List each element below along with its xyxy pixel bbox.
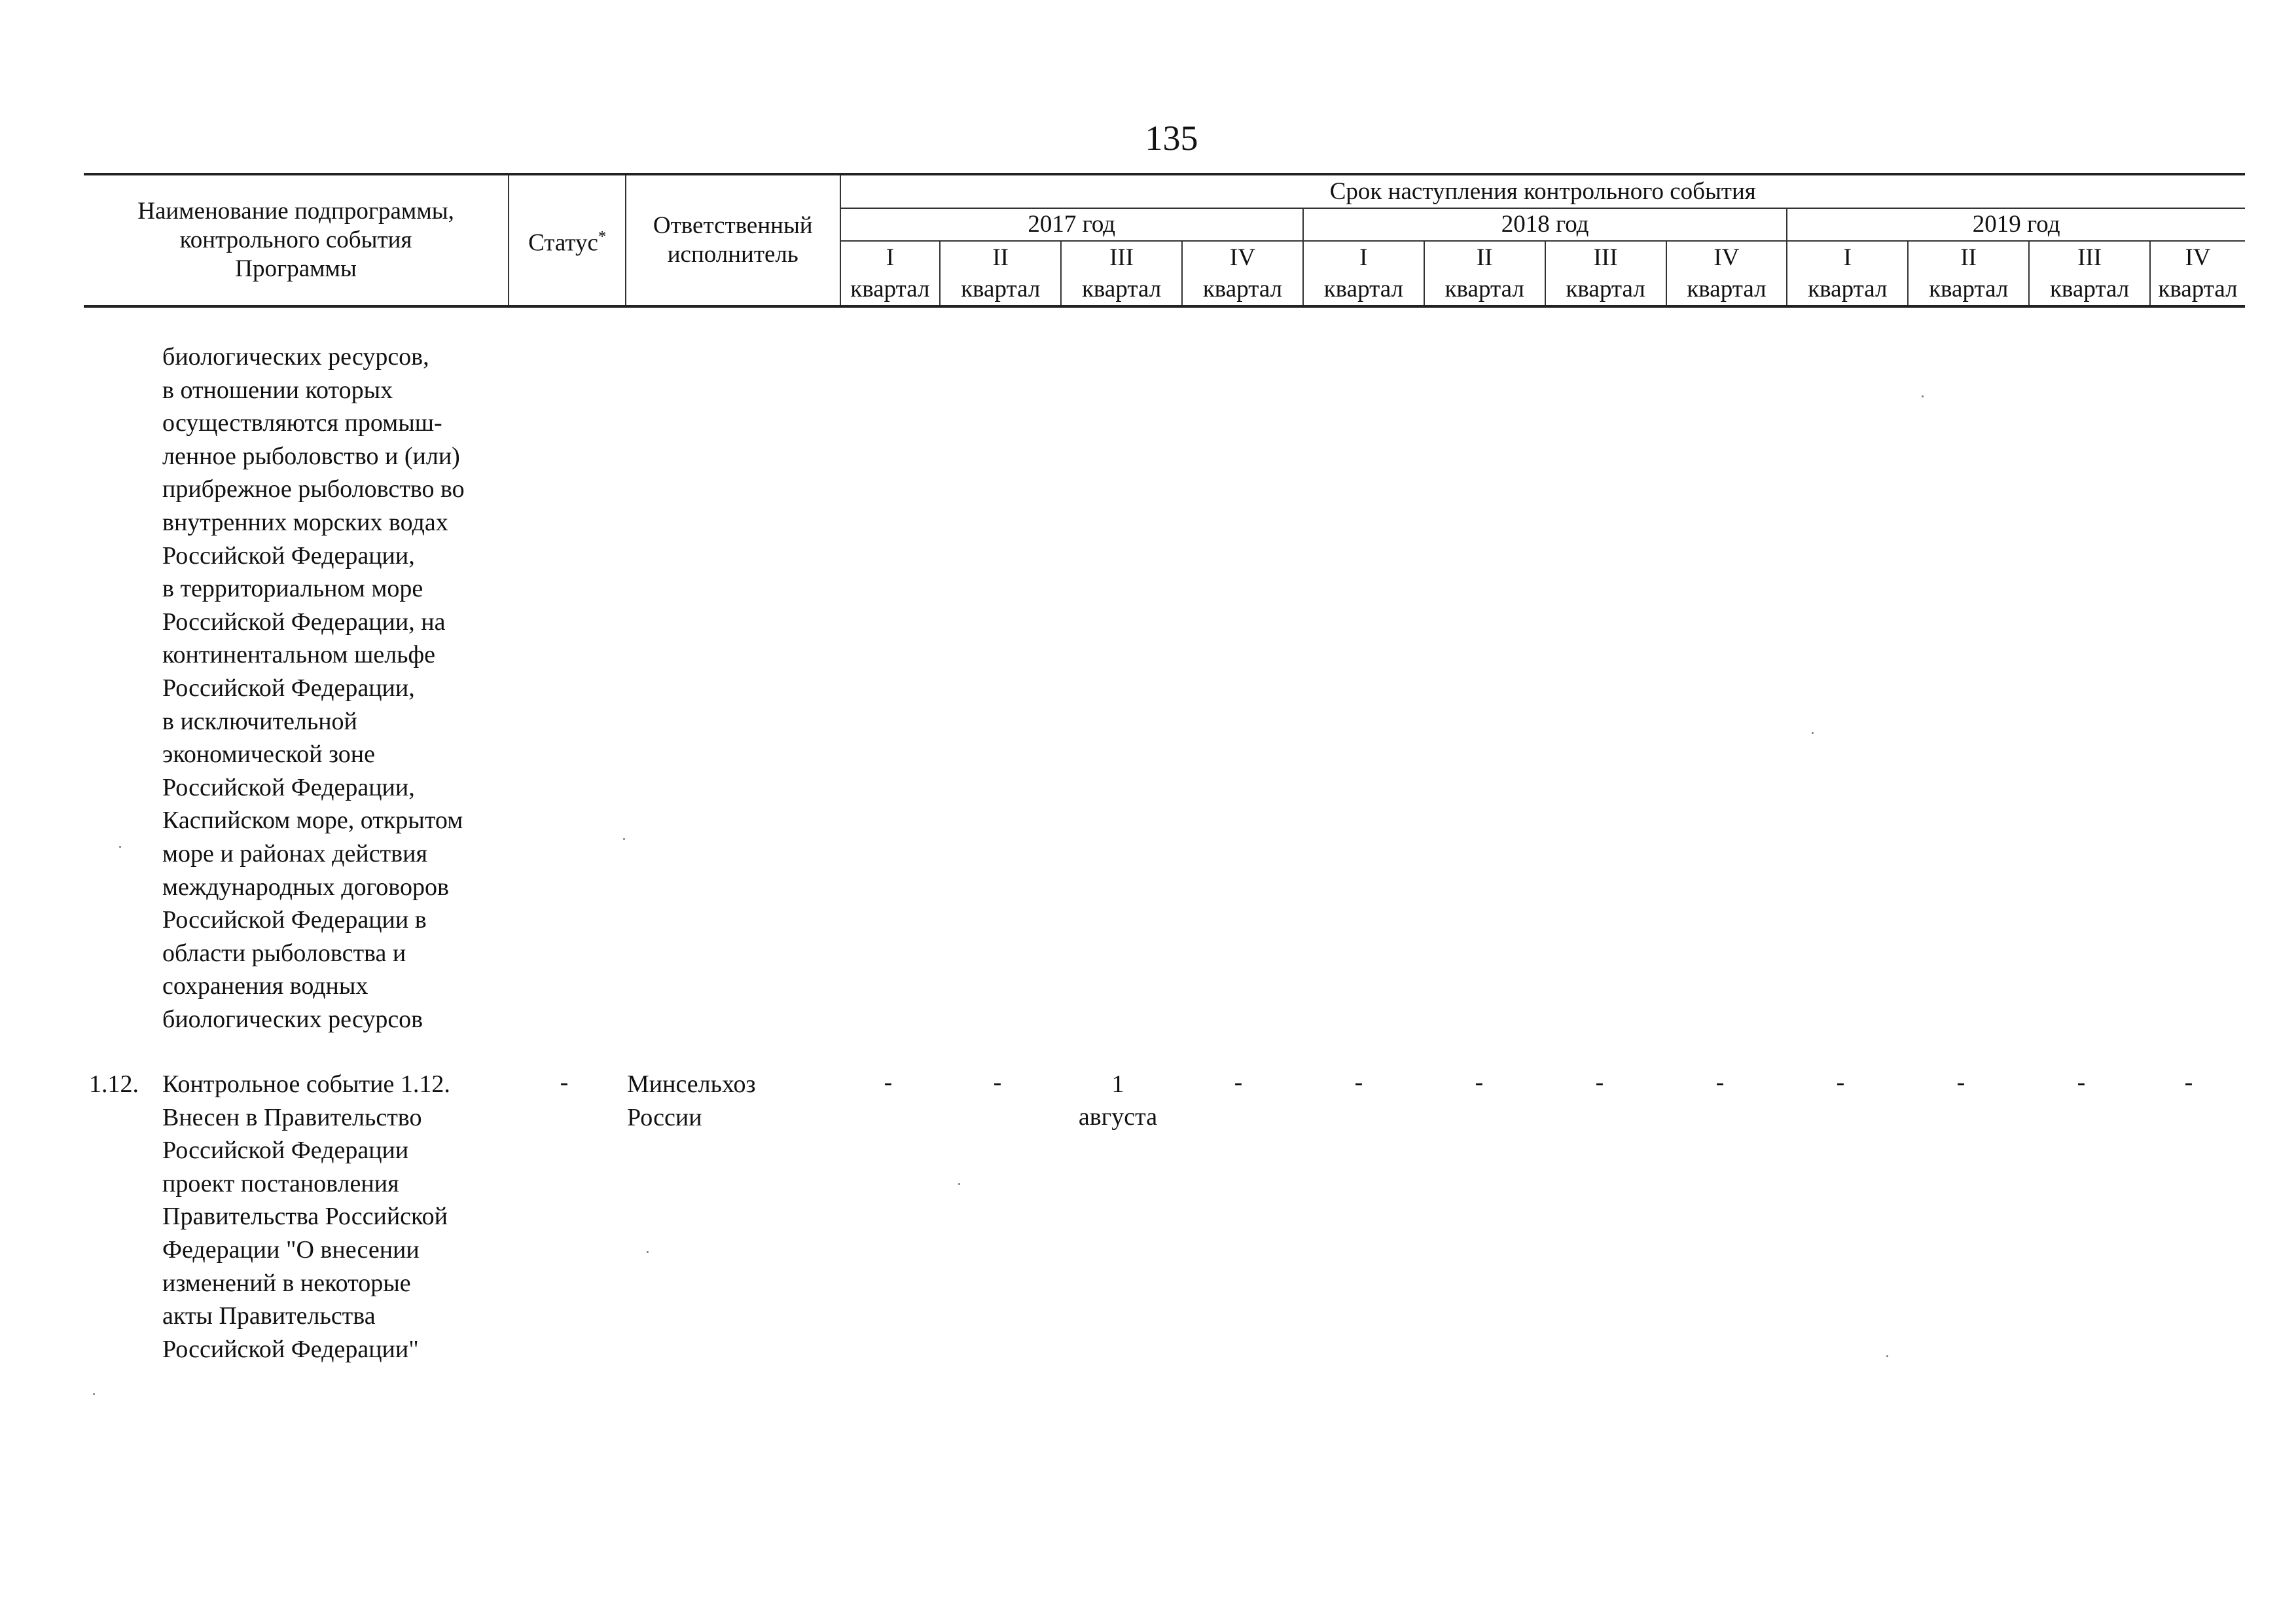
quarter-value: - xyxy=(1836,1068,1845,1096)
quarter-value: - xyxy=(884,1068,893,1096)
quarter-numeral: I xyxy=(1787,241,1908,274)
quarter-label: квартал xyxy=(1061,274,1182,306)
event-name: Контрольное событие 1.12. Внесен в Правительство Российской Федерации проект постановления Правительства Российской Федерации "О внесении изменений в некоторые акты Правительства Российской Федерации" xyxy=(162,1070,450,1363)
scan-speck xyxy=(1922,395,1924,397)
quarter-numeral: IV xyxy=(1182,241,1303,274)
quarter-label: квартал xyxy=(1787,274,1908,306)
quarter-label: квартал xyxy=(2150,274,2245,306)
quarter-numeral: II xyxy=(940,241,1061,274)
quarter-value: 1 августа xyxy=(1078,1070,1158,1131)
row-number: 1.12. xyxy=(89,1070,139,1098)
event-status: - xyxy=(560,1068,569,1096)
page-number: 135 xyxy=(1145,119,1198,158)
quarter-numeral: I xyxy=(840,241,941,274)
scan-speck xyxy=(958,1183,960,1185)
quarter-label: квартал xyxy=(1908,274,2029,306)
quarter-value: - xyxy=(1595,1068,1604,1096)
quarter-label: квартал xyxy=(1182,274,1303,306)
quarter-label: квартал xyxy=(1303,274,1424,306)
year-2018-header: 2018 год xyxy=(1303,208,1787,241)
quarter-numeral: IV xyxy=(1666,241,1787,274)
quarter-numeral: II xyxy=(1908,241,2029,274)
status-column-header: Статус* xyxy=(509,174,626,306)
executor-column-header: Ответственный исполнитель xyxy=(626,174,840,306)
quarter-numeral: IV xyxy=(2150,241,2245,274)
scan-speck xyxy=(1886,1355,1888,1357)
quarter-numeral: II xyxy=(1424,241,1545,274)
year-2017-header: 2017 год xyxy=(840,208,1303,241)
quarter-numeral: III xyxy=(1545,241,1666,274)
quarter-label: квартал xyxy=(1666,274,1787,306)
quarter-label: квартал xyxy=(1545,274,1666,306)
quarter-value: - xyxy=(2184,1068,2193,1096)
quarter-value: - xyxy=(1354,1068,1363,1096)
quarter-value: - xyxy=(1475,1068,1484,1096)
scan-speck xyxy=(623,838,625,840)
quarter-numeral: III xyxy=(1061,241,1182,274)
quarter-value: - xyxy=(1234,1068,1243,1096)
quarter-numeral: III xyxy=(2029,241,2150,274)
quarter-label: квартал xyxy=(840,274,941,306)
scan-speck xyxy=(1812,732,1814,734)
quarter-label: квартал xyxy=(940,274,1061,306)
continuation-text: биологических ресурсов, в отношении которых осуществляются промыш- ленное рыболовство и (или) прибрежное рыболовство во внутренних морских водах Российской Федерации, в территориальном море Российской Федерации, на континентальном шельфе Российской Федерации, в исключительной экономической зоне Российской Федерации, Каспийском море, открытом море и районах действия международных договоров Российской Федерации в области рыболовства и сохранения водных биологических ресурсов xyxy=(162,343,465,1033)
period-header: Срок наступления контрольного события xyxy=(840,174,2245,208)
quarter-numeral: I xyxy=(1303,241,1424,274)
quarter-value: - xyxy=(1715,1068,1725,1096)
scan-speck xyxy=(119,846,121,848)
name-column-header: Наименование подпрограммы, контрольного события Программы xyxy=(84,174,509,306)
quarter-value: - xyxy=(1956,1068,1965,1096)
header-table xyxy=(84,173,2245,308)
quarter-label: квартал xyxy=(1424,274,1545,306)
quarter-value: - xyxy=(2077,1068,2086,1096)
scan-speck xyxy=(647,1251,649,1253)
year-2019-header: 2019 год xyxy=(1787,208,2245,241)
event-executor: Минсельхоз России xyxy=(627,1070,756,1131)
quarter-label: квартал xyxy=(2029,274,2150,306)
quarter-value: - xyxy=(993,1068,1002,1096)
scan-speck xyxy=(93,1393,95,1395)
